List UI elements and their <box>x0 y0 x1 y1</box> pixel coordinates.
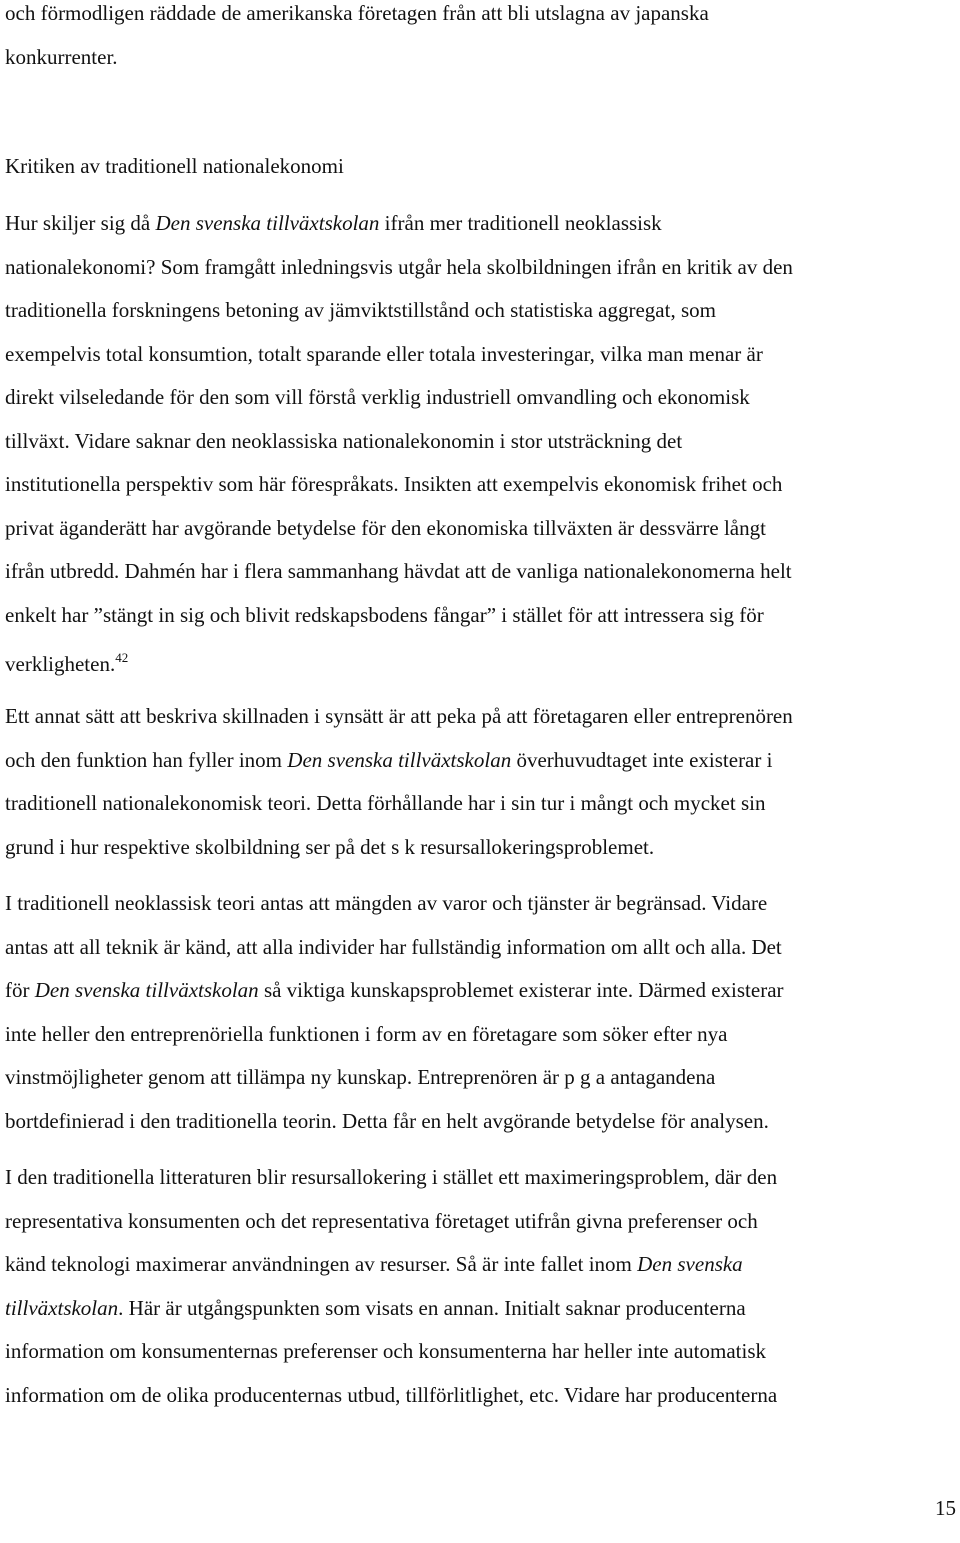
text-line <box>5 834 654 860</box>
text-line <box>5 1021 727 1047</box>
italic-text: Den svenska tillväxtskolan <box>287 747 512 772</box>
text-segment: I traditionell neoklassisk teori antas att mängden av varor och tjänster är begränsad. Vidare <box>5 891 768 915</box>
italic-text: tillväxtskolan <box>5 1295 119 1320</box>
text-segment: I den traditionella litteraturen blir resursallokering i stället ett maximeringsproblem, där den <box>5 1165 778 1189</box>
text-line <box>5 602 764 628</box>
text-line <box>5 790 765 816</box>
text-line <box>5 471 782 497</box>
text-line <box>5 1251 743 1277</box>
text-segment: Ett annat sätt att beskriva skillnaden i synsätt är att peka på att företagaren eller entreprenören <box>5 704 793 728</box>
text-line <box>5 558 792 584</box>
text-line <box>5 515 766 541</box>
text-line <box>5 1295 746 1321</box>
italic-text: Den svenska tillväxtskolan <box>34 978 259 1002</box>
section-heading <box>5 153 344 179</box>
text-segment: ifrån utbredd. Dahmén har i flera sammanhang hävdat att de vanliga nationalekonomerna helt <box>5 559 792 583</box>
text-segment: traditionella forskningens betoning av jämviktstillstånd och statistiska aggregat, som <box>5 298 716 322</box>
text-line <box>5 341 763 367</box>
text-segment: information om de olika producenternas utbud, tillförlitlighet, etc. Vidare har producenterna <box>5 1382 778 1407</box>
text-line <box>5 934 782 960</box>
text-segment: Hur skiljer sig då <box>5 211 156 235</box>
text-segment: vinstmöjligheter genom att tillämpa ny kunskap. Entreprenören är p g a antagandena <box>5 1065 716 1089</box>
text-segment: exempelvis total konsumtion, totalt sparande eller totala investeringar, vilka man menar är <box>5 341 763 366</box>
text-segment: Kritiken av traditionell nationalekonomi <box>5 154 344 178</box>
text-segment: konkurrenter. <box>5 44 118 69</box>
text-segment: institutionella perspektiv som här förespråkats. Insikten att exempelvis ekonomisk frihet och <box>5 472 783 496</box>
text-segment: nationalekonomi? Som framgått inledningsvis utgår hela skolbildningen ifrån en kritik av den <box>5 254 793 279</box>
text-line <box>5 1064 715 1090</box>
text-line <box>5 1208 758 1234</box>
text-line <box>5 1108 769 1134</box>
text-line <box>5 254 793 280</box>
text-line <box>5 1164 777 1190</box>
text-line <box>5 1338 766 1364</box>
text-line <box>5 890 767 916</box>
text-segment: information om konsumenternas preferenser och konsumenterna har heller inte automatisk <box>5 1339 767 1363</box>
text-segment: överhuvudtaget inte existerar i <box>511 747 773 772</box>
text-line <box>5 747 772 773</box>
text-segment: för <box>5 978 35 1002</box>
italic-text: Den svenska <box>637 1252 743 1276</box>
text-segment: direkt vilseledande för den som vill förstå verklig industriell omvandling och ekonomisk <box>5 385 750 409</box>
text-line <box>5 384 750 410</box>
text-line <box>5 0 709 26</box>
page-number: 15 <box>935 1496 956 1520</box>
text-line <box>5 428 682 454</box>
footnote-reference: 42 <box>115 650 129 665</box>
text-segment: ifrån mer traditionell neoklassisk <box>379 211 662 235</box>
text-line <box>5 210 662 236</box>
text-segment: känd teknologi maximerar användningen av resurser. Så är inte fallet inom <box>5 1252 638 1276</box>
text-segment: enkelt har ”stängt in sig och blivit redskapsbodens fångar” i stället för att intressera sig för <box>5 602 764 627</box>
text-segment: inte heller den entreprenöriella funktionen i form av en företagare som söker efter nya <box>5 1021 728 1046</box>
text-segment: antas att all teknik är känd, att alla individer har fullständig information om allt och alla. Det <box>5 934 782 959</box>
text-segment: verkligheten. <box>5 652 116 676</box>
text-segment: traditionell nationalekonomisk teori. Detta förhållande har i sin tur i mångt och mycket sin <box>5 791 766 815</box>
text-segment: grund i hur respektive skolbildning ser på det s k resursallokeringsproblemet. <box>5 834 655 859</box>
text-segment: och förmodligen räddade de amerikanska företagen från att bli utslagna av japanska <box>5 1 709 25</box>
text-segment: och den funktion han fyller inom <box>5 747 288 772</box>
italic-text: Den svenska tillväxtskolan <box>155 211 380 235</box>
text-segment: bortdefinierad i den traditionella teorin. Detta får en helt avgörande betydelse för analysen. <box>5 1108 769 1133</box>
text-line <box>5 1382 777 1408</box>
text-line <box>5 297 716 323</box>
text-segment: privat äganderätt har avgörande betydelse för den ekonomiska tillväxten är dessvärre långt <box>5 515 766 540</box>
text-segment: så viktiga kunskapsproblemet existerar inte. Därmed existerar <box>258 978 784 1002</box>
text-line <box>5 44 118 70</box>
text-line <box>5 645 128 677</box>
text-segment: tillväxt. Vidare saknar den neoklassiska nationalekonomin i stor utsträckning det <box>5 428 683 453</box>
text-segment: . Här är utgångspunkten som visats en annan. Initialt saknar producenterna <box>118 1295 746 1320</box>
text-segment: representativa konsumenten och det representativa företaget utifrån givna preferenser och <box>5 1208 758 1233</box>
text-line <box>5 703 793 729</box>
text-line <box>5 977 784 1003</box>
